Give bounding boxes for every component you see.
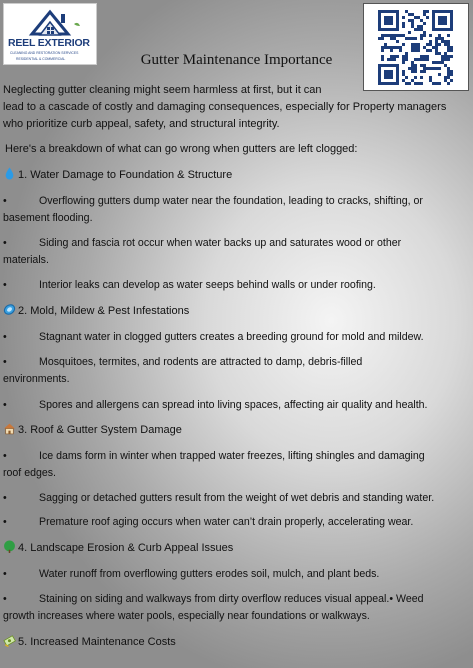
bullet-item	[3, 277, 469, 294]
bullet-item	[3, 591, 469, 625]
bullet-marker: •	[3, 516, 7, 528]
money-icon	[3, 634, 16, 647]
house-roof-logo-icon	[4, 4, 96, 38]
bullet-item	[3, 235, 469, 269]
section-heading	[3, 540, 233, 557]
qr-code-image	[364, 4, 468, 90]
bullet-marker: •	[3, 237, 7, 249]
intro-line-2: lead to a cascade of costly and damaging consequences, especially for Property managers	[3, 101, 447, 113]
section-heading	[3, 303, 189, 320]
droplet-icon	[3, 167, 16, 180]
bullet-text: Sagging or detached gutters result from the weight of wet debris and standing water.	[39, 492, 435, 504]
bullet-text: Siding and fascia rot occur when water backs up and saturates wood or other	[39, 237, 402, 249]
section-heading-text: 5. Increased Maintenance Costs	[18, 636, 176, 648]
tree-icon	[3, 540, 16, 553]
section-heading	[3, 167, 232, 184]
house-icon	[3, 422, 16, 435]
page-title: Gutter Maintenance Importance	[140, 52, 333, 68]
bullet-item	[3, 448, 469, 482]
section-heading-text: 2. Mold, Mildew & Pest Infestations	[18, 305, 190, 317]
bullet-text-continued: roof edges.	[3, 467, 57, 479]
logo-subtagline: RESIDENTIAL & COMMERCIAL	[16, 57, 66, 61]
bullet-item	[3, 514, 469, 531]
breakdown-intro: Here's a breakdown of what can go wrong when gutters are left clogged:	[5, 143, 358, 155]
section-heading-text: 3. Roof & Gutter System Damage	[18, 424, 182, 436]
intro-line-3: who prioritize curb appeal, safety, and structural integrity.	[3, 118, 280, 130]
logo-brand-name: REEL EXTERIOR	[8, 37, 90, 49]
bullet-marker: •	[3, 492, 7, 504]
bullet-marker: •	[3, 593, 7, 605]
qr-code[interactable]	[363, 3, 469, 91]
bullet-text: Overflowing gutters dump water near the foundation, leading to cracks, shifting, or	[39, 195, 423, 207]
bullet-text: Stagnant water in clogged gutters creates a breeding ground for mold and mildew.	[39, 331, 424, 343]
section-heading	[3, 634, 176, 651]
petri-dish-icon	[3, 303, 16, 316]
bullet-text: Interior leaks can develop as water seeps behind walls or under roofing.	[39, 279, 376, 291]
bullet-text: Water runoff from overflowing gutters erodes soil, mulch, and plant beds.	[39, 568, 380, 580]
bullet-item	[3, 354, 469, 388]
bullet-marker: •	[3, 450, 7, 462]
bullet-marker: •	[3, 568, 7, 580]
bullet-item	[3, 397, 469, 414]
bullet-item	[3, 193, 469, 227]
section-heading-text: 1. Water Damage to Foundation & Structure	[18, 169, 233, 181]
bullet-text-continued: materials.	[3, 254, 49, 266]
logo-tagline: CLEANING AND RESTORATION SERVICES	[10, 51, 79, 55]
bullet-text: Ice dams form in winter when trapped water freezes, lifting shingles and damaging	[39, 450, 425, 462]
bullet-text: Spores and allergens can spread into living spaces, affecting air quality and health.	[39, 399, 428, 411]
bullet-text: Premature roof aging occurs when water can’t drain properly, accelerating wear.	[39, 516, 414, 528]
bullet-text-continued: basement flooding.	[3, 212, 93, 224]
bullet-marker: •	[3, 331, 7, 343]
bullet-item	[3, 566, 469, 583]
bullet-marker: •	[3, 399, 7, 411]
bullet-marker: •	[3, 356, 7, 368]
intro-line-1: Neglecting gutter cleaning might seem harmless at first, but it can	[3, 84, 322, 96]
bullet-text: Staining on siding and walkways from dirty overflow reduces visual appeal.• Weed	[39, 593, 424, 605]
bullet-text-continued: environments.	[3, 373, 70, 385]
bullet-text: Mosquitoes, termites, and rodents are attracted to damp, debris-filled	[39, 356, 363, 368]
bullet-marker: •	[3, 279, 7, 291]
bullet-item	[3, 329, 469, 346]
bullet-text-continued: growth increases where water pools, especially near foundations or walkways.	[3, 610, 370, 622]
section-heading-text: 4. Landscape Erosion & Curb Appeal Issues	[18, 542, 234, 554]
bullet-item	[3, 490, 469, 507]
section-heading	[3, 422, 182, 439]
bullet-marker: •	[3, 195, 7, 207]
